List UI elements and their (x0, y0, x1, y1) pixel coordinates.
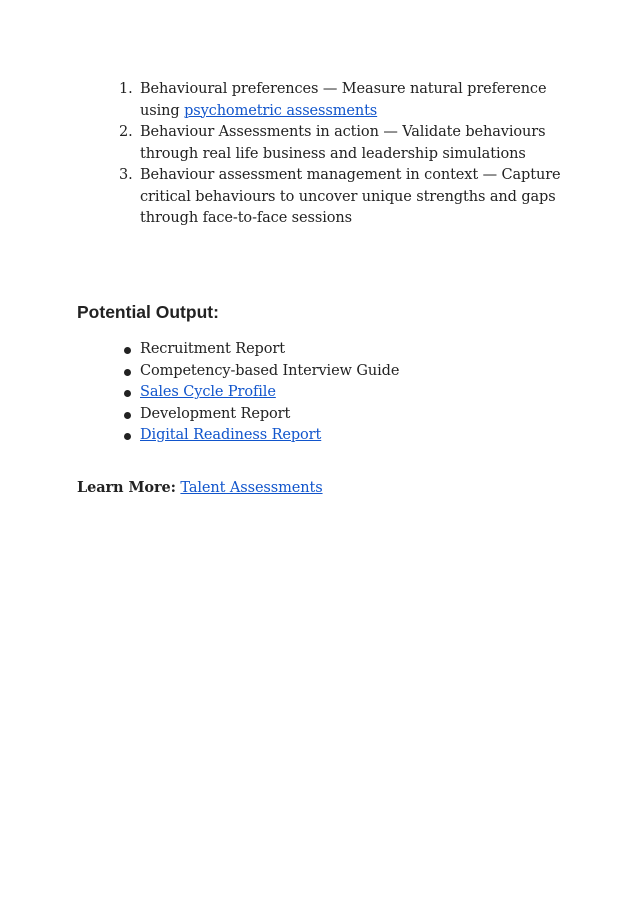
assessment-methods-list (103, 79, 583, 230)
list-item-text: Behaviour assessment management in context — Capture critical behaviours to uncover unique strengths and gaps through face-to-face sessions (140, 167, 561, 226)
output-recruitment-report: Recruitment Report (140, 341, 285, 357)
list-item (103, 382, 583, 404)
bullet-icon (124, 433, 131, 440)
bullet-icon (124, 369, 131, 376)
list-item-text: Behaviour Assessments in action — Validate behaviours through real life business and leadership simulations (140, 124, 546, 162)
list-number: 2. (119, 124, 133, 140)
output-development-report: Development Report (140, 405, 291, 422)
potential-output-heading: Potential Output: (77, 302, 219, 322)
talent-assessments-link[interactable]: Talent Assessments (180, 480, 323, 496)
bullet-icon (124, 347, 131, 354)
potential-output-list (103, 339, 583, 447)
output-interview-guide: Competency-based Interview Guide (140, 362, 400, 379)
list-item (103, 404, 583, 426)
learn-more-line (77, 477, 323, 500)
list-number: 1. (119, 81, 133, 97)
bullet-icon (124, 412, 131, 419)
psychometric-assessments-link[interactable]: psychometric assessments (184, 102, 378, 119)
digital-readiness-report-link[interactable]: Digital Readiness Report (140, 427, 322, 443)
list-item-text: Behavioural preferences — Measure natural preference using (140, 81, 547, 119)
list-item (103, 361, 583, 383)
list-item (103, 79, 583, 122)
sales-cycle-profile-link[interactable]: Sales Cycle Profile (140, 384, 276, 400)
bullet-icon (124, 390, 131, 397)
list-number: 3. (119, 167, 133, 183)
learn-more-label: Learn More: (77, 479, 176, 496)
list-item (103, 122, 583, 165)
list-item (103, 339, 583, 361)
list-item (103, 165, 583, 230)
list-item (103, 425, 583, 447)
